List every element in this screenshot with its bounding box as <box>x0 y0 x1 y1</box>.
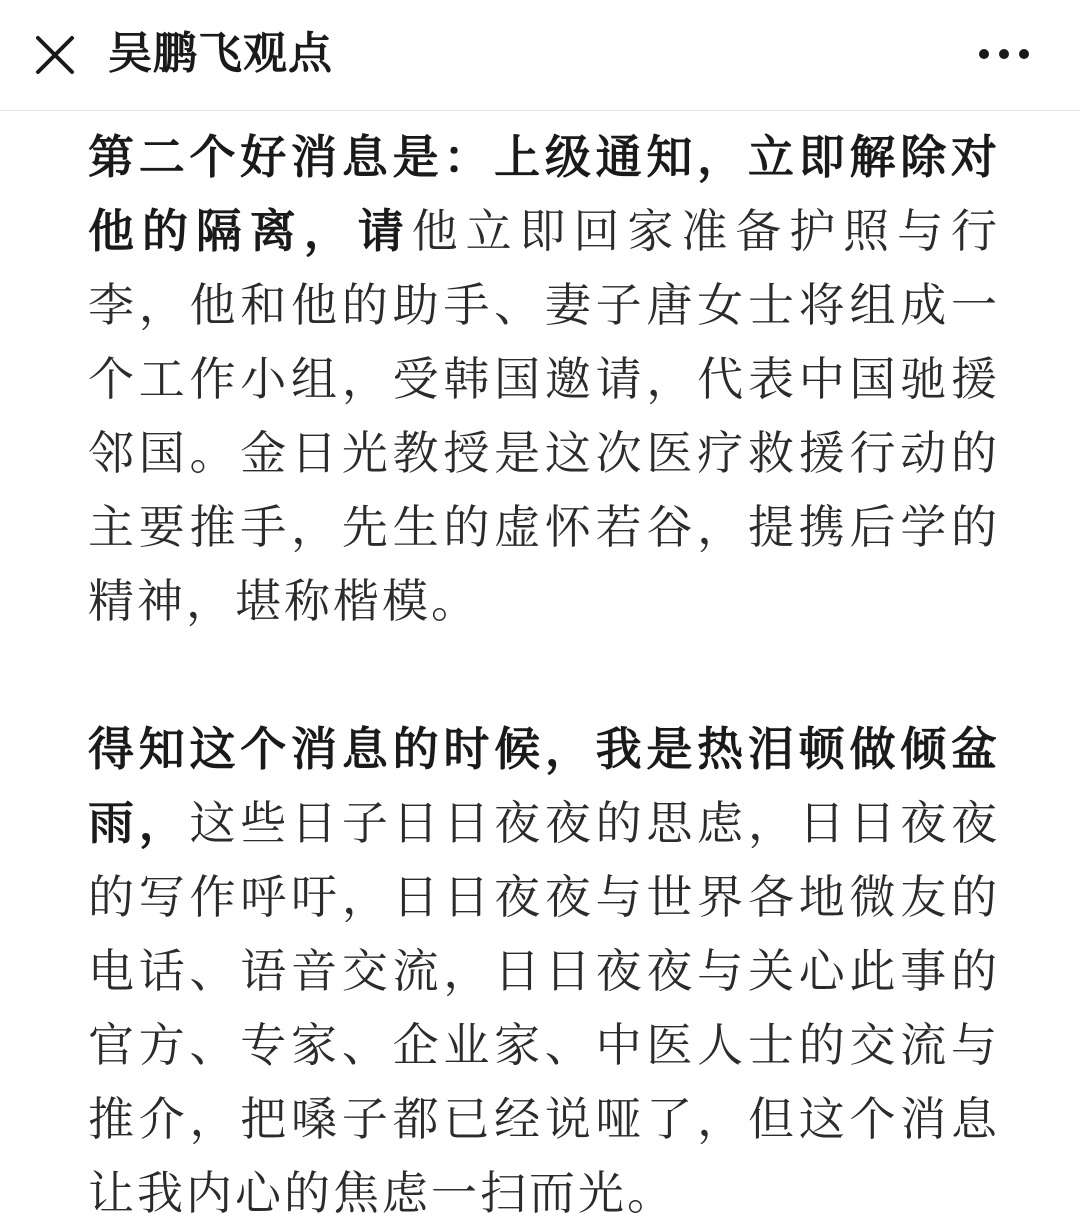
article-body <box>88 120 1000 1230</box>
top-bar <box>0 0 1080 111</box>
article-paragraph <box>88 120 1000 638</box>
page-title: 吴鹏飞观点 <box>108 28 333 79</box>
paragraph-bold-text: 第二个好消息是：上级通知，立即解除对他的隔离，请 <box>88 130 1000 258</box>
paragraph-text: 这些日子日日夜夜的思虑，日日夜夜的写作呼吁，日日夜夜与世界各地微友的电话、语音交流，日日夜夜与关心此事的官方、专家、企业家、中医人士的交流与推介，把嗓子都已经说哑了，但这个消息让我内心的焦虑一扫而光。 <box>88 796 1001 1220</box>
close-icon[interactable] <box>30 30 80 80</box>
paragraph-text: 他立即回家准备护照与行李，他和他的助手、妻子唐女士将组成一个工作小组，受韩国邀请，代表中国驰援邻国。金日光教授是这次医疗救援行动的主要推手，先生的虚怀若谷，提携后学的精神，堪称楷模。 <box>88 204 1000 628</box>
paragraph-bold-text: 得知这个消息的时候，我是热泪顿做倾盆雨， <box>88 722 1000 850</box>
article-paragraph <box>88 712 1000 1230</box>
more-horizontal-icon[interactable] <box>976 38 1032 70</box>
